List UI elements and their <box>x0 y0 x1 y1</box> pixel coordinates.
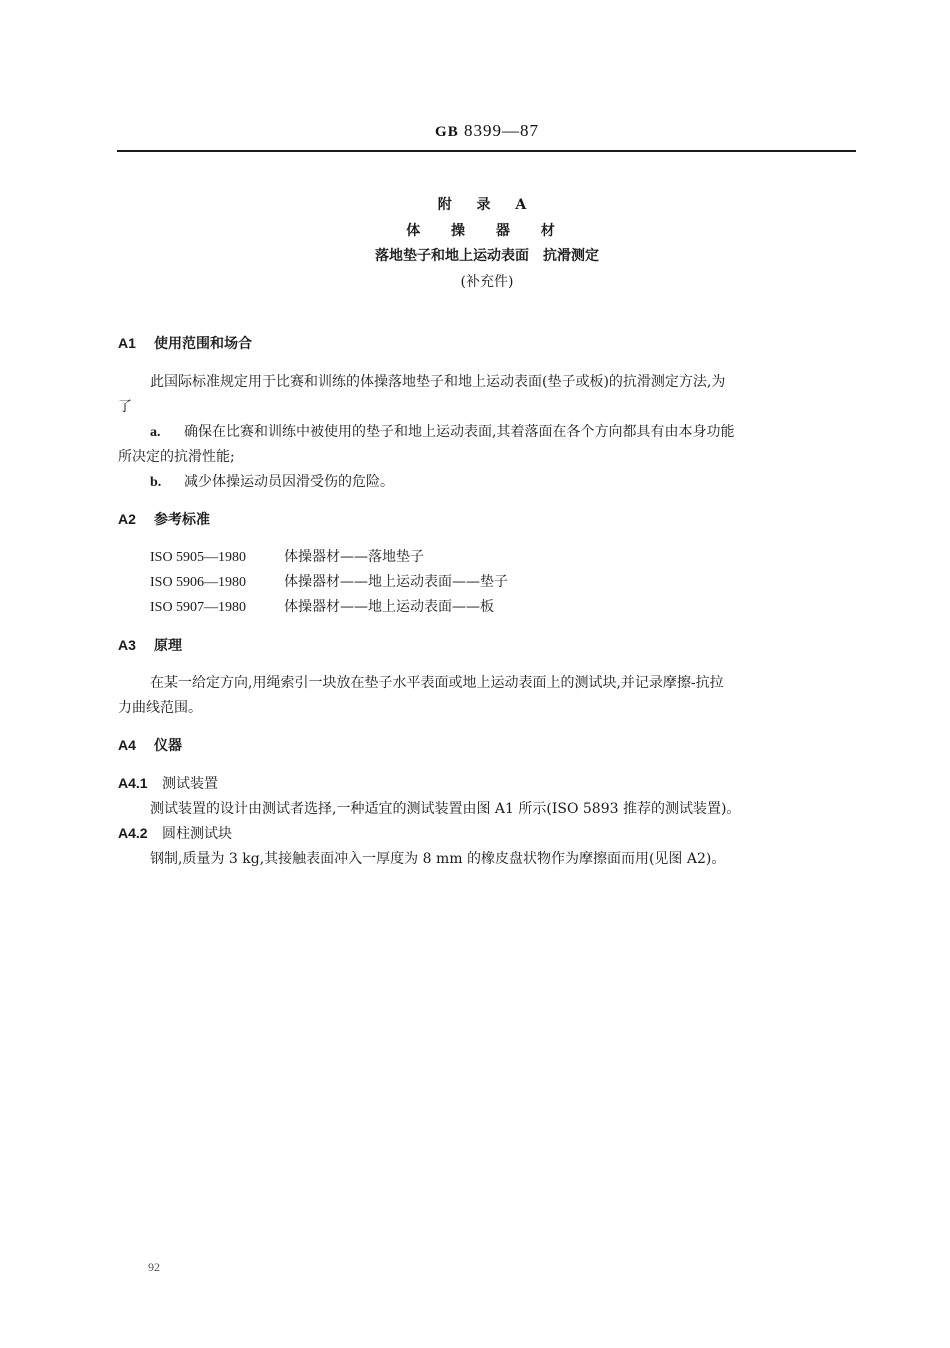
section-number: A1 <box>118 335 136 351</box>
title-main-part2: 抗滑测定 <box>543 248 599 264</box>
section-title: 使用范围和场合 <box>154 336 252 352</box>
running-header <box>0 121 950 141</box>
section-title: 参考标准 <box>154 512 210 528</box>
a4-2-text: 钢制,质量为 3 kg,其接触表面冲入一厚度为 8 mm 的橡皮盘状物作为摩擦面而用(见图 A2)。 <box>150 851 726 867</box>
a3-text-line1: 在某一给定方向,用绳索引一块放在垫子水平表面或地上运动表面上的测试块,并记录摩擦-抗拉 <box>150 675 724 691</box>
list-marker: b. <box>150 475 162 490</box>
a3-text-line2: 力曲线范围。 <box>118 700 202 716</box>
reference-item <box>150 571 508 591</box>
subsection-number: A4.2 <box>118 825 148 841</box>
section-number: A3 <box>118 637 136 653</box>
header-rule <box>117 150 856 152</box>
a4-1-text: 测试装置的设计由测试者选择,一种适宜的测试装置由图 A1 所示(ISO 5893 推荐的测试装置)。 <box>150 801 741 817</box>
reference-code: ISO 5905—1980 <box>150 550 247 565</box>
a1-item-a <box>150 421 734 441</box>
a1-item-b-text: 减少体操运动员因滑受伤的危险。 <box>184 474 394 490</box>
reference-title: 体操器材——地上运动表面——垫子 <box>284 574 508 590</box>
reference-title: 体操器材——落地垫子 <box>284 549 424 565</box>
appendix-label: 附 录 A <box>437 197 537 213</box>
a1-item-b <box>150 471 394 491</box>
reference-item <box>150 546 424 566</box>
section-number: A2 <box>118 511 136 527</box>
subsection-a4-1-heading <box>118 773 218 793</box>
standard-number: 8399—87 <box>463 121 539 140</box>
reference-item <box>150 596 494 616</box>
section-title: 仪器 <box>154 738 182 754</box>
subsection-title: 圆柱测试块 <box>162 826 232 842</box>
standard-prefix: GB <box>435 124 459 140</box>
a1-intro-line1: 此国际标准规定用于比赛和训练的体操落地垫子和地上运动表面(垫子或板)的抗滑测定方法,为 <box>150 374 726 390</box>
section-a2-heading <box>118 509 210 529</box>
reference-title: 体操器材——地上运动表面——板 <box>284 599 494 615</box>
section-a4-heading <box>118 735 182 755</box>
a1-intro-line2: 了 <box>118 399 132 415</box>
section-title: 原理 <box>154 638 182 654</box>
title-main-part1: 落地垫子和地上运动表面 <box>375 248 529 264</box>
subsection-number: A4.1 <box>118 775 148 791</box>
title-main <box>0 245 950 265</box>
a1-item-a-text: 确保在比赛和训练中被使用的垫子和地上运动表面,其着落面在各个方向都具有由本身功能 <box>184 424 735 440</box>
page-number: 92 <box>148 1260 160 1274</box>
list-marker: a. <box>150 425 161 440</box>
section-number: A4 <box>118 737 136 753</box>
a1-item-a-cont: 所决定的抗滑性能; <box>118 449 235 465</box>
subsection-a4-2-heading <box>118 823 232 843</box>
subsection-title: 测试装置 <box>162 776 218 792</box>
reference-code: ISO 5907—1980 <box>150 600 247 615</box>
section-a3-heading <box>118 635 182 655</box>
title-subject: 体 操 器 材 <box>406 223 568 239</box>
section-a1-heading <box>118 333 252 353</box>
title-note: (补充件) <box>460 274 514 290</box>
reference-code: ISO 5906—1980 <box>150 575 247 590</box>
